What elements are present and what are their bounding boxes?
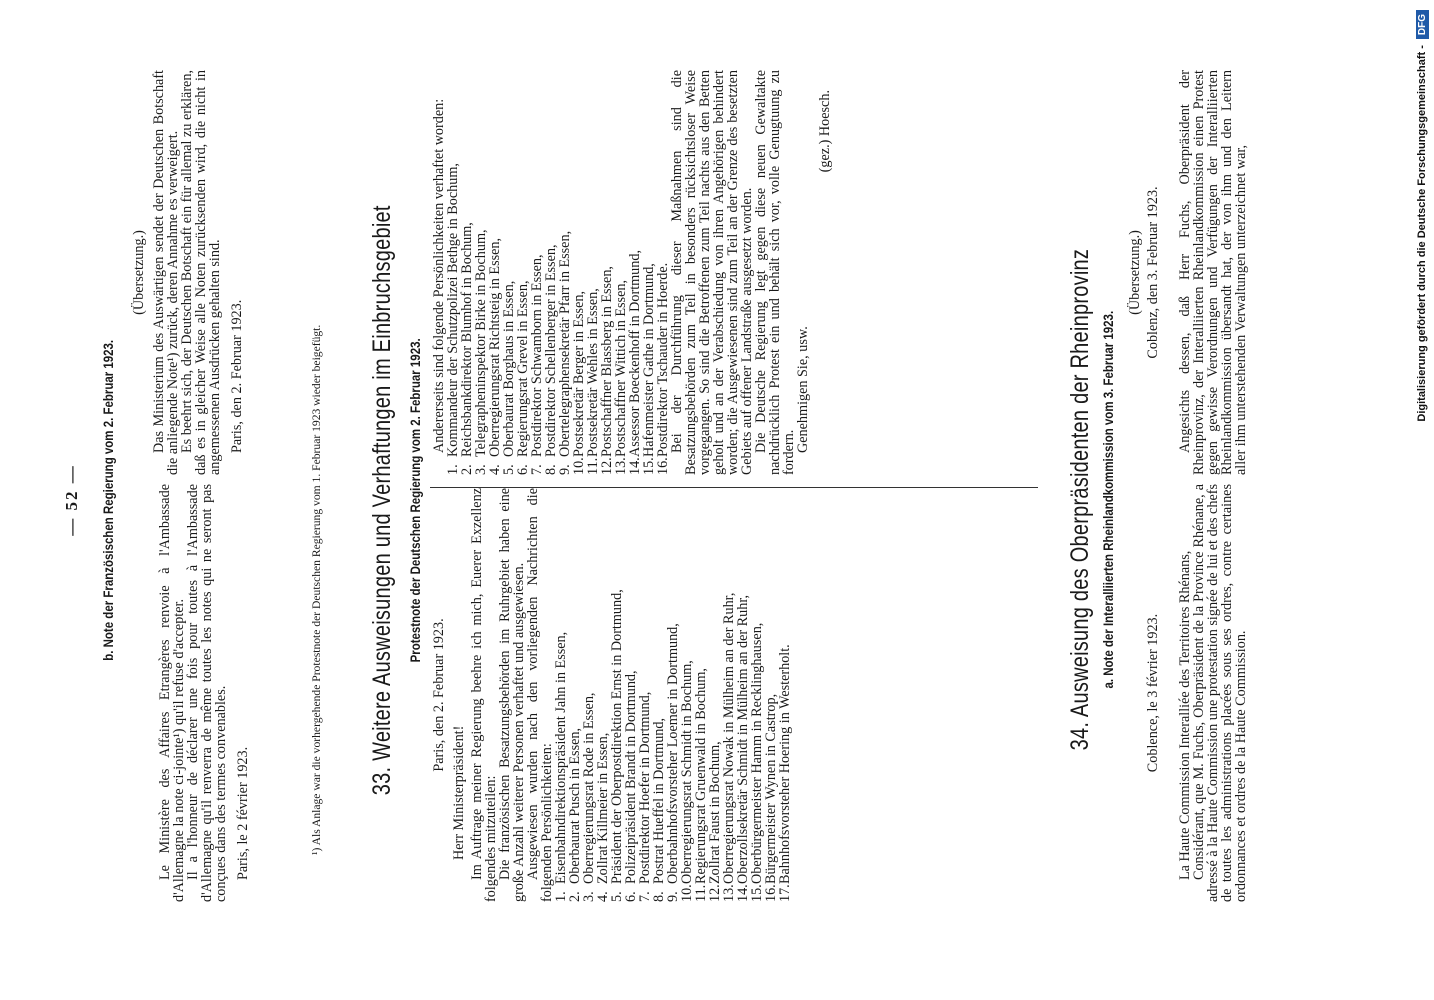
arrested-person-item-number: 10. <box>571 457 587 475</box>
arrested-person-item <box>572 70 586 475</box>
expelled-person-item <box>764 488 778 902</box>
expelled-person-item-text: Postdirektor Hoefer in Dortmund, <box>637 691 653 884</box>
arrested-person-item-number: 9. <box>557 464 573 475</box>
section-34-german-paragraph-1: Angesichts dessen, daß Herr Fuchs, Oberpräsident der Rheinprovinz, der Interalliierten Rheinlandkommission einen Protest gegen gewisse Verordnungen und Verfügungen der Interalliierten Rheinlandkommission übersandt hat, der von ihm und den Leitern aller ihm unterstehenden Verwaltungen unterzeichnet war, <box>1177 70 1249 475</box>
section-33-title: 33. Weitere Ausweisungen und Verhaftungen im Einbruchsgebiet <box>368 205 396 795</box>
expelled-persons-list <box>554 488 792 902</box>
german-paragraph-1: Das Ministerium des Auswärtigen sendet der Deutschen Botschaft die anliegende Note¹) zurück, deren Annahme es verweigert. <box>151 70 181 475</box>
expelled-person-item-text: Regierungsrat Gruenwald in Bochum, <box>693 668 709 884</box>
arrested-person-item-text: Assessor Boeckenhoff in Dortmund, <box>627 249 643 457</box>
arrested-person-item <box>628 70 642 475</box>
expelled-person-item-text: Oberregierungsrat Rode in Essen, <box>581 692 597 884</box>
section-33-subtitle: Protestnote der Deutschen Regierung vom 2. Februar 1923. <box>407 337 423 663</box>
arrested-person-item-text: Oberbaurat Borghaus in Essen, <box>501 280 517 457</box>
german-translation-column <box>132 70 244 475</box>
translation-label: (Übersetzung.) <box>131 230 147 315</box>
arrested-person-item <box>446 70 460 475</box>
arrested-person-item <box>488 70 502 475</box>
expelled-person-item <box>624 488 638 902</box>
expelled-person-item-number: 4. <box>595 891 611 902</box>
section-34-translation-label: (Übersetzung.) <box>1127 230 1143 315</box>
section-33-paragraph-5: Bei der Durchführung dieser Maßnahmen sind die Besatzungsbehörden zum Teil in besonders rücksichtsloser Weise vorgegangen. So sind die Betroffenen zum Teil nachts aus den Betten geholt und an der Verabschiedung von ihren Angehörigen behindert worden; die Ausgewiesenen sind zum Teil an der Grenze des besetzten Gebiets auf offener Landstraße ausgesetzt worden. <box>669 70 755 475</box>
expelled-person-item <box>736 488 750 902</box>
arrested-person-item-text: Regierungsrat Grevel in Essen, <box>515 280 531 457</box>
expelled-person-item <box>596 488 610 902</box>
arrested-person-item-number: 12. <box>599 457 615 475</box>
arrested-person-item <box>544 70 558 475</box>
section-33-paragraph-2: Die französischen Besatzungsbehörden im Ruhrgebiet haben eine große Anzahl weiterer Personen verhaftet und ausgewiesen. <box>497 488 527 902</box>
expelled-person-item-text: Polizeipräsident Brandt in Dortmund, <box>623 670 639 884</box>
section-33-subtitle-wrap <box>407 0 425 1000</box>
section-33-left-column <box>432 488 792 902</box>
expelled-person-item-text: Oberbahnhofsvorsteher Loemer in Dortmund, <box>665 623 681 884</box>
expelled-person-item-text: Postrat Hueffel in Dortmund, <box>651 717 667 884</box>
expelled-person-item-number: 13. <box>721 884 737 902</box>
expelled-person-item <box>708 488 722 902</box>
arrested-persons-list <box>446 70 670 475</box>
arrested-person-item-text: Oberregierungsrat Richtsteig in Essen, <box>487 237 503 457</box>
arrested-person-item-number: 7. <box>529 464 545 475</box>
section-33-paragraph-1: Im Auftrage meiner Regierung beehre ich mich, Euerer Exzellenz folgendes mitzuteilen: <box>469 488 499 902</box>
section-34-title-wrap <box>1066 0 1094 1000</box>
section-34-german-date: Coblenz, den 3. Februar 1923. <box>1145 186 1161 359</box>
arrested-person-item-text: Postdirektor Schellenberger in Essen, <box>543 244 559 457</box>
arrested-person-item-text: Postdirektor Schwamborn in Essen, <box>529 254 545 457</box>
expelled-person-item-text: Eisenbahndirektionspräsident Jahn in Essen, <box>553 631 569 884</box>
arrested-person-item-text: Reichsbankdirektor Blumhof in Bochum, <box>459 222 475 457</box>
french-date: Paris, le 2 février 1923. <box>235 746 251 880</box>
german-paragraph-2: Es beehrt sich, der Deutschen Botschaft ein für allemal zu erklären, daß es in gleicher Weise alle Noten zurücksenden wird, die nicht in angemessenen Ausdrücken gehalten sind. <box>179 70 223 475</box>
dfg-logo: DFG <box>1416 10 1429 39</box>
arrested-person-item <box>530 70 544 475</box>
page-number: — 52 — <box>62 464 81 536</box>
arrested-person-item-number: 5. <box>501 464 517 475</box>
arrested-person-item-number: 3. <box>473 464 489 475</box>
expelled-person-item <box>610 488 624 902</box>
section-33-paragraph-3: Ausgewiesen wurden nach den vorliegenden Nachrichten die folgenden Persönlichkeiten: <box>525 488 555 902</box>
expelled-person-item-number: 14. <box>735 884 751 902</box>
arrested-person-item <box>600 70 614 475</box>
section-34-subtitle-wrap <box>1100 0 1118 1000</box>
section-34-french-paragraph-2: Considérant, que M. Fuchs, Oberpräsident de la Province Rhénane, a adressé à la Haute Commission une protestation signée de lui et des chefs de toutes les administrations placées sous ses ordres, contre certaines ordonnances et ordres de la Haute Commission. <box>1191 484 1249 902</box>
section-34-german-column <box>1126 70 1248 475</box>
expelled-person-item-number: 15. <box>749 884 765 902</box>
section-34-french-paragraph-1: La Haute Commission Interalliée des Territoires Rhénans, <box>1177 550 1193 880</box>
arrested-person-item-text: Postsekretär Berger in Essen, <box>571 290 587 457</box>
section-33-title-wrap <box>368 0 396 1000</box>
arrested-person-item <box>502 70 516 475</box>
expelled-person-item-number: 12. <box>707 884 723 902</box>
section-34-title: 34. Ausweisung des Oberpräsidenten der Rheinprovinz <box>1066 249 1094 751</box>
expelled-person-item-text: Zollrat Faust in Bochum, <box>707 741 723 884</box>
arrested-person-item-number: 8. <box>543 464 559 475</box>
expelled-person-item <box>694 488 708 902</box>
arrested-person-item-number: 4. <box>487 464 503 475</box>
section-33-closing: Genehmigen Sie, usw. <box>795 326 811 453</box>
arrested-person-item-text: Postdirektor Tschauder in Hoerde. <box>655 262 671 457</box>
arrested-person-item <box>516 70 530 475</box>
expelled-person-item <box>680 488 694 902</box>
arrested-person-item-number: 15. <box>641 457 657 475</box>
expelled-person-item-number: 5. <box>609 891 625 902</box>
expelled-person-item <box>778 488 792 902</box>
section-33-date: Paris, den 2. Februar 1923. <box>431 618 447 772</box>
expelled-person-item-text: Oberzollsekretär Schmidt in Mülheim an der Ruhr, <box>735 594 751 884</box>
french-note-column <box>158 484 250 902</box>
expelled-person-item-text: Oberregierungsrat Nowak in Mülheim an der Ruhr, <box>721 592 737 884</box>
arrested-person-item <box>474 70 488 475</box>
expelled-person-item-number: 11. <box>693 884 709 902</box>
section-33-paragraph-4: Andererseits sind folgende Persönlichkeiten verhaftet worden: <box>431 98 447 453</box>
expelled-person-item-text: Oberregierungsrat Schmidt in Bochum, <box>679 660 695 884</box>
arrested-person-item-number: 14. <box>627 457 643 475</box>
section-33-right-column <box>432 70 832 475</box>
german-date: Paris, den 2. Februar 1923. <box>229 299 245 453</box>
arrested-person-item-text: Telegrapheninspektor Birke in Bochum, <box>473 229 489 457</box>
expelled-person-item-number: 6. <box>623 891 639 902</box>
footnote: ¹) Als Anlage war die vorhergehende Protestnote der Deutschen Regierung vom 1. Februar 1923 wieder beigefügt. <box>310 324 323 855</box>
arrested-person-item-number: 16. <box>655 457 671 475</box>
expelled-person-item-number: 16. <box>763 884 779 902</box>
arrested-person-item-text: Postschaffner Wittich in Essen, <box>613 279 629 457</box>
arrested-person-item-text: Hafenmeister Gathe in Dortmund, <box>641 263 657 457</box>
expelled-person-item-text: Zollrat Killmeier in Essen, <box>595 732 611 884</box>
arrested-person-item-text: Postsekretär Wehles in Essen, <box>585 288 601 457</box>
expelled-person-item-number: 1. <box>553 891 569 902</box>
expelled-person-item-number: 10. <box>679 884 695 902</box>
expelled-person-item <box>750 488 764 902</box>
arrested-person-item <box>642 70 656 475</box>
expelled-person-item-number: 8. <box>651 891 667 902</box>
expelled-person-item <box>722 488 736 902</box>
signature: (gez.) Hoesch. <box>817 90 833 173</box>
french-paragraph-1: Le Ministère des Affaires Etrangères renvoie à l'Ambassade d'Allemagne la note ci-jointe¹) qu'il refuse d'accepter. <box>157 484 187 902</box>
expelled-person-item <box>554 488 568 902</box>
expelled-person-item-number: 7. <box>637 891 653 902</box>
arrested-person-item-number: 1. <box>445 464 461 475</box>
arrested-person-item <box>460 70 474 475</box>
expelled-person-item-text: Bahnhofsvorsteher Hoering in Westerholt. <box>777 644 793 884</box>
expelled-person-item-number: 3. <box>581 891 597 902</box>
dfg-credit-text: Digitalisierung gefördert durch die Deutsche Forschungsgemeinschaft - <box>1416 45 1428 422</box>
arrested-person-item <box>614 70 628 475</box>
expelled-person-item-text: Oberbaurat Pusch in Essen, <box>567 727 583 884</box>
expelled-person-item-text: Oberbürgermeister Hamm in Recklinghausen, <box>749 622 765 884</box>
arrested-person-item <box>558 70 572 475</box>
salutation: Herr Ministerpräsident! <box>451 725 467 860</box>
expelled-person-item <box>638 488 652 902</box>
arrested-person-item-text: Obertelegraphensekretär Pfarr in Essen, <box>557 230 573 457</box>
expelled-person-item <box>652 488 666 902</box>
note-b-heading-wrap <box>100 0 118 1000</box>
expelled-person-item <box>666 488 680 902</box>
arrested-person-item-number: 13. <box>613 457 629 475</box>
section-34-french-column <box>1126 484 1248 902</box>
expelled-person-item-text: Bürgermeister Wynen in Castrop, <box>763 693 779 884</box>
arrested-person-item-number: 2. <box>459 464 475 475</box>
section-34-french-date: Coblence, le 3 février 1923. <box>1145 613 1161 773</box>
french-paragraph-2: Il a l'honneur de déclarer une fois pour toutes à l'Ambassade d'Allemagne qu'il renverra de même toutes les notes qui ne seront pas conçues dans des termes convenables. <box>185 484 229 902</box>
arrested-person-item-text: Postschaffner Blassberg in Essen, <box>599 266 615 457</box>
note-b-heading: b. Note der Französischen Regierung vom 2. Februar 1923. <box>100 339 116 661</box>
arrested-person-item <box>656 70 670 475</box>
expelled-person-item-number: 9. <box>665 891 681 902</box>
arrested-person-item <box>586 70 600 475</box>
arrested-person-item-text: Kommandeur der Schutzpolizei Bethge in Bochum, <box>445 163 461 457</box>
arrested-person-item-number: 11. <box>585 457 601 475</box>
expelled-person-item <box>582 488 596 902</box>
dfg-margin-credit <box>1410 10 1434 570</box>
expelled-person-item-number: 2. <box>567 891 583 902</box>
section-33-paragraph-6: Die Deutsche Regierung legt gegen diese neuen Gewaltakte nachdrücklich Protest ein und behält sich vor, volle Genugtuung zu fordern. <box>753 70 797 475</box>
expelled-person-item-number: 17. <box>777 884 793 902</box>
expelled-person-item-text: Präsident der Oberpostdirektion Ernst in Dortmund, <box>609 589 625 884</box>
expelled-person-item <box>568 488 582 902</box>
arrested-person-item-number: 6. <box>515 464 531 475</box>
section-34-subtitle: a. Note der Interalliierten Rheinlandkommission vom 3. Februar 1923. <box>1100 311 1116 689</box>
